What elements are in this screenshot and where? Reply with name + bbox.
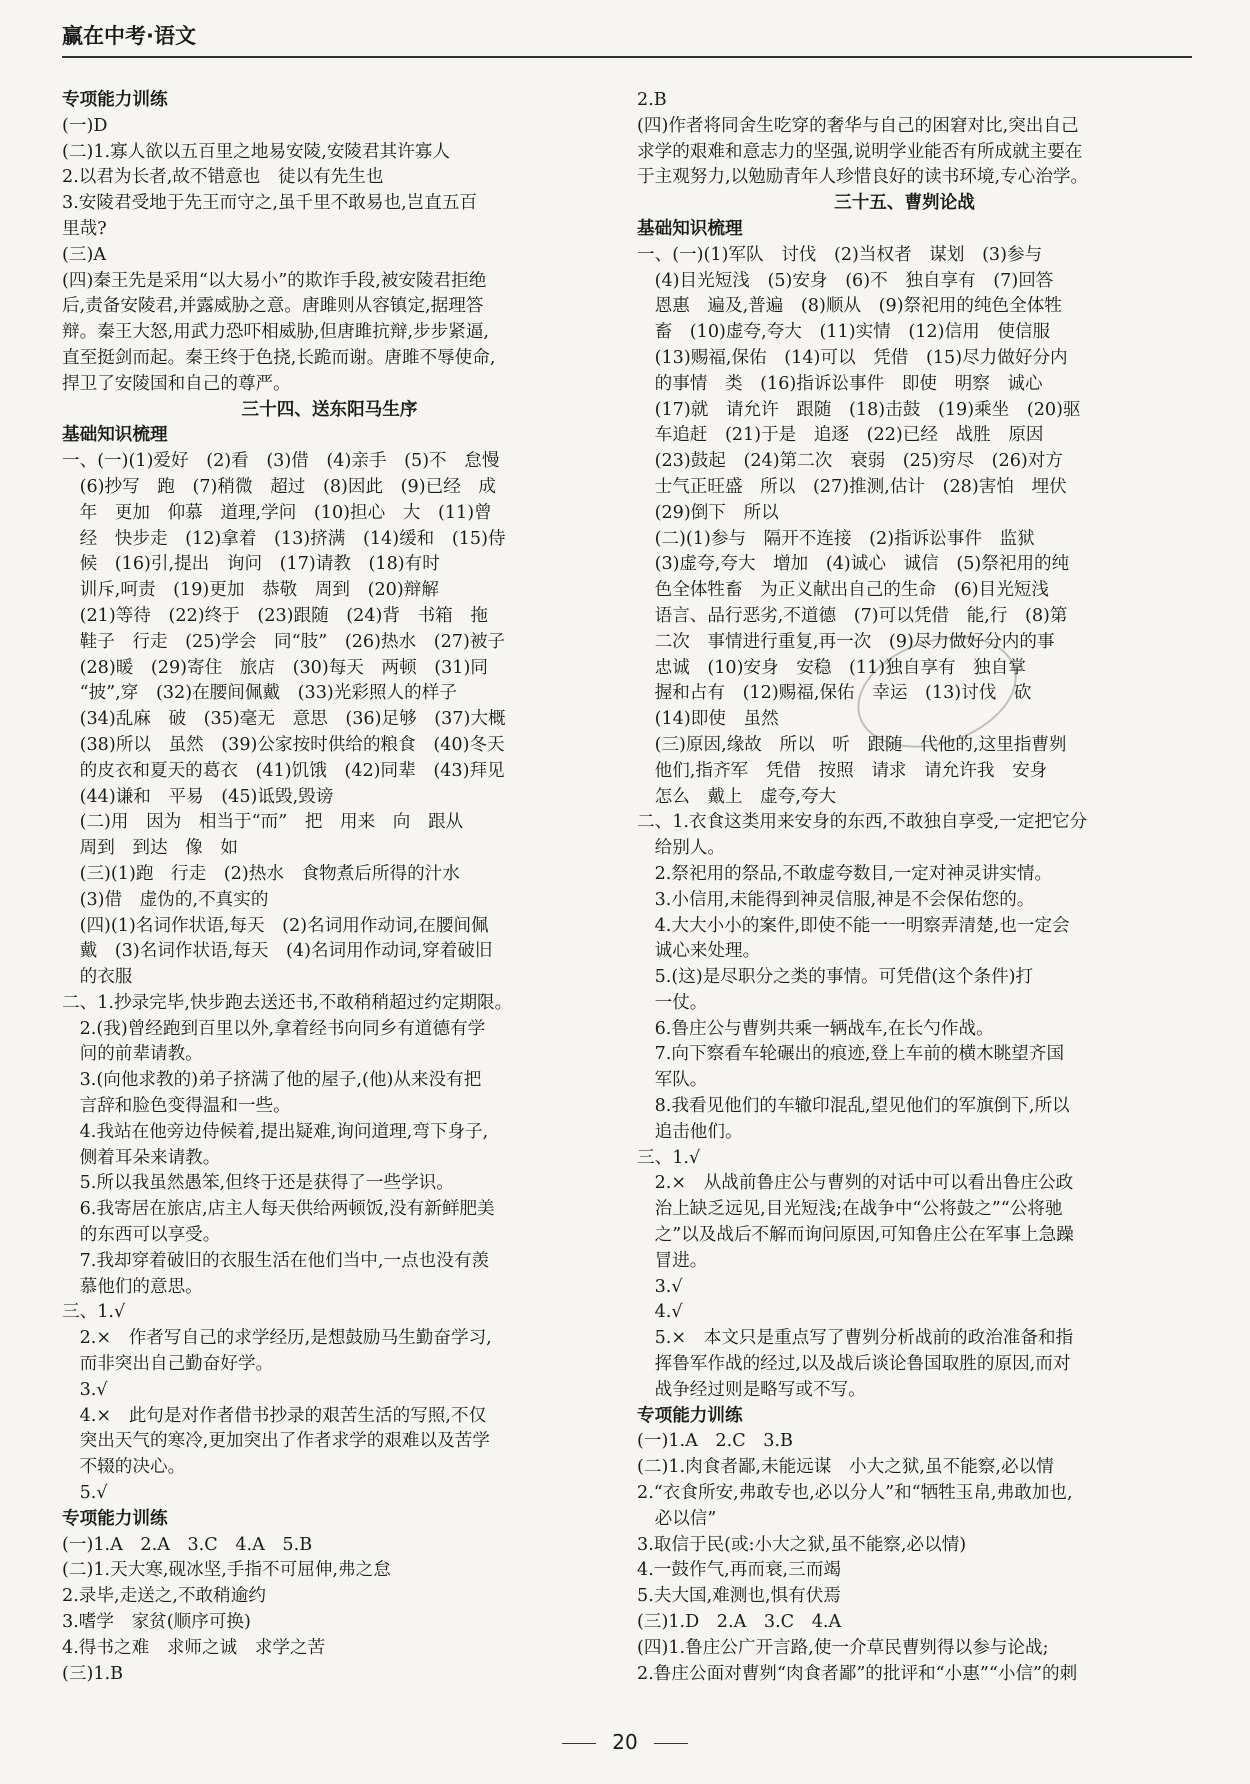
left-column [62, 88, 597, 1687]
text-line: 的东西可以享受。 [62, 1225, 221, 1246]
text-line: 5.× 本文只是重点写了曹刿分析战前的政治准备和指 [637, 1328, 1074, 1349]
text-line: (28)暖 (29)寄住 旅店 (30)每天 两顿 (31)同 [62, 657, 488, 678]
text-line: 候 (16)引,提出 询问 (17)请教 (18)有时 [62, 554, 440, 575]
text-line: (3)借 虚伪的,不真实的 [62, 889, 269, 910]
text-line: 直至挺剑而起。秦王终于色挠,长跪而谢。唐雎不辱使命, [62, 347, 496, 368]
text-line: (一)1.A 2.A 3.C 4.A 5.B [62, 1534, 313, 1555]
text-line: (四)(1)名词作状语,每天 (2)名词用作动词,在腰间佩 [62, 915, 489, 936]
text-line: “披”,穿 (32)在腰间佩戴 (33)光彩照人的样子 [62, 683, 457, 704]
text-line: (三)1.D 2.A 3.C 4.A [637, 1612, 842, 1633]
text-line: (四)作者将同舍生吃穿的奢华与自己的困窘对比,突出自己 [637, 115, 1079, 136]
text-line: 之”以及战后不解而询问原因,可知鲁庄公在军事上急躁 [637, 1225, 1074, 1246]
text-line: 3.√ [62, 1379, 108, 1400]
section-subheading: 专项能力训练 [62, 1508, 168, 1529]
text-line: 4.× 此句是对作者借书抄录的艰苦生活的写照,不仅 [62, 1405, 487, 1426]
text-line: 2.以君为长者,故不错意也 徒以有先生也 [62, 167, 384, 188]
text-line: (二)1.天大寒,砚冰坚,手指不可屈伸,弗之怠 [62, 1560, 391, 1581]
text-line: 2.鲁庄公面对曹刿“肉食者鄙”的批评和“小惠”“小信”的刺 [637, 1663, 1078, 1684]
text-line: (三)1.B [62, 1663, 124, 1684]
text-line: (四)秦王先是采用“以大易小”的欺诈手段,被安陵君拒绝 [62, 270, 487, 291]
text-line: 的皮衣和夏天的葛衣 (41)饥饿 (42)同辈 (43)拜见 [62, 760, 505, 781]
text-line: 6.鲁庄公与曹刿共乘一辆战车,在长勺作战。 [637, 1018, 994, 1039]
text-line: (三)A [62, 244, 107, 265]
text-line: 不辍的决心。 [62, 1457, 186, 1478]
text-line: (17)就 请允许 跟随 (18)击鼓 (19)乘坐 (20)驱 [637, 399, 1081, 420]
text-line: 4.大大小小的案件,即使不能一一明察弄清楚,也一定会 [637, 915, 1070, 936]
text-line: 车追赶 (21)于是 追逐 (22)已经 战胜 原因 [637, 425, 1044, 446]
text-line: 治上缺乏远见,目光短浅;在战争中“公将鼓之”“公将驰 [637, 1199, 1063, 1220]
header-rule [62, 56, 1192, 58]
text-line: 追击他们。 [637, 1121, 743, 1142]
text-line: 畜 (10)虚夸,夸大 (11)实情 (12)信用 使信服 [637, 322, 1051, 343]
text-line: (14)即使 虽然 [637, 709, 779, 730]
text-line: (二)用 因为 相当于“而” 把 用来 向 跟从 [62, 812, 464, 833]
text-line: (3)虚夸,夸大 增加 (4)诚心 诚信 (5)祭祀用的纯 [637, 554, 1070, 575]
text-line: (一)D [62, 115, 108, 136]
text-line: (6)抄写 跑 (7)稍微 超过 (8)因此 (9)已经 成 [62, 476, 496, 497]
text-line: (三)原因,缘故 所以 听 跟随 代他的,这里指曹刿 [637, 734, 1067, 755]
text-line: 3.嗜学 家贫(顺序可换) [62, 1612, 251, 1633]
text-line: (21)等待 (22)终于 (23)跟随 (24)背 书箱 拖 [62, 605, 488, 626]
text-line: 怎么 戴上 虚夸,夸大 [637, 786, 837, 807]
text-line: 戴 (3)名词作状语,每天 (4)名词用作动词,穿着破旧 [62, 941, 493, 962]
text-line: 2.× 作者写自己的求学经历,是想鼓励马生勤奋学习, [62, 1328, 492, 1349]
text-line: 而非突出自己勤奋好学。 [62, 1354, 274, 1375]
text-line: (二)1.肉食者鄙,未能远谋 小大之狱,虽不能察,必以情 [637, 1457, 1054, 1478]
text-line: 6.我寄居在旅店,店主人每天供给两顿饭,没有新鲜肥美 [62, 1199, 495, 1220]
text-line: 周到 到达 像 如 [62, 838, 238, 859]
text-line: 3.小信用,未能得到神灵信服,神是不会保佑您的。 [637, 889, 1035, 910]
text-line: 3.√ [637, 1276, 683, 1297]
text-line: (4)目光短浅 (5)安身 (6)不 独自享有 (7)回答 [637, 270, 1054, 291]
right-column [637, 88, 1172, 1687]
text-line: 2.“衣食所安,弗敢专也,必以分人”和“牺牲玉帛,弗敢加也, [637, 1483, 1073, 1504]
text-line: 恩惠 遍及,普遍 (8)顺从 (9)祭祀用的纯色全体牲 [637, 296, 1062, 317]
text-line: 士气正旺盛 所以 (27)推测,估计 (28)害怕 埋伏 [637, 476, 1067, 497]
text-line: 问的前辈请教。 [62, 1044, 203, 1065]
text-line: 2.(我)曾经跑到百里以外,拿着经书向同乡有道德有学 [62, 1018, 486, 1039]
section-subheading: 专项能力训练 [637, 1405, 743, 1426]
text-line: (23)鼓起 (24)第二次 衰弱 (25)穷尽 (26)对方 [637, 451, 1063, 472]
text-line: 3.安陵君受地于先王而守之,虽千里不敢易也,岂直五百 [62, 193, 478, 214]
text-line: 4.一鼓作气,再而衰,三而竭 [637, 1560, 841, 1581]
text-line: (一)1.A 2.C 3.B [637, 1431, 793, 1452]
text-line: 一、(一)(1)爱好 (2)看 (3)借 (4)亲手 (5)不 怠慢 [62, 451, 500, 472]
text-line: (44)谦和 平易 (45)诋毁,毁谤 [62, 786, 334, 807]
section-subheading: 专项能力训练 [62, 90, 168, 110]
text-line: 于主观努力,以勉励青年人珍惜良好的读书环境,专心治学。 [637, 167, 1089, 188]
footer-dash-left [562, 1743, 596, 1744]
text-line: 他们,指齐军 凭借 按照 请求 请允许我 安身 [637, 760, 1048, 781]
text-line: 军队。 [637, 1070, 708, 1091]
text-line: 2.× 从战前鲁庄公与曹刿的对话中可以看出鲁庄公政 [637, 1173, 1074, 1194]
text-line: (三)(1)跑 行走 (2)热水 食物煮后所得的汁水 [62, 863, 460, 884]
text-line: (二)1.寡人欲以五百里之地易安陵,安陵君其许寡人 [62, 141, 450, 162]
text-line: 2.祭祀用的祭品,不敢虚夸数目,一定对神灵讲实情。 [637, 863, 1053, 884]
text-line: (四)1.鲁庄公广开言路,使一介草民曹刿得以参与论战; [637, 1637, 1049, 1658]
text-line: 一、(一)(1)军队 讨伐 (2)当权者 谋划 (3)参与 [637, 244, 1043, 265]
text-line: 5.夫大国,难测也,惧有伏焉 [637, 1586, 841, 1607]
page-footer [0, 1730, 1250, 1754]
section-subheading: 基础知识梳理 [62, 425, 168, 446]
text-line: 突出天气的寒冷,更加突出了作者求学的艰难以及苦学 [62, 1431, 490, 1452]
section-title: 三十五、曹刿论战 [834, 193, 975, 214]
text-line: 冒进。 [637, 1250, 708, 1271]
page-header-title: 赢在中考·语文 [62, 24, 196, 48]
text-line: 求学的艰难和意志力的坚强,说明学业能否有所成就主要在 [637, 141, 1083, 162]
text-line: 7.向下察看车轮碾出的痕迹,登上车前的横木眺望齐国 [637, 1044, 1065, 1065]
text-line: 诚心来处理。 [637, 941, 761, 962]
page-number: 20 [612, 1730, 638, 1754]
text-line: 色全体牲畜 为正义献出自己的生命 (6)目光短浅 [637, 580, 1049, 601]
text-line: 5.所以我虽然愚笨,但终于还是获得了一些学识。 [62, 1173, 454, 1194]
section-subheading: 基础知识梳理 [637, 218, 743, 239]
text-line: 握和占有 (12)赐福,保佑 幸运 (13)讨伐 砍 [637, 683, 1032, 704]
text-line: 3.取信于民(或:小大之狱,虽不能察,必以情) [637, 1534, 967, 1555]
text-line: 捍卫了安陵国和自己的尊严。 [62, 373, 291, 394]
text-line: (二)(1)参与 隔开不连接 (2)指诉讼事件 监狱 [637, 528, 1035, 549]
text-line: 经 快步走 (12)拿着 (13)挤满 (14)缓和 (15)侍 [62, 528, 506, 549]
text-line: 4.得书之难 求师之诚 求学之苦 [62, 1637, 326, 1658]
text-line: 语言、品行恶劣,不道德 (7)可以凭借 能,行 (8)第 [637, 605, 1068, 626]
text-line: 侧着耳朵来请教。 [62, 1147, 221, 1168]
text-line: 2.B [637, 90, 667, 110]
text-line: 三、1.√ [637, 1147, 701, 1168]
text-line: (13)赐福,保佑 (14)可以 凭借 (15)尽力做好分内 [637, 347, 1068, 368]
text-line: 8.我看见他们的车辙印混乱,望见他们的军旗倒下,所以 [637, 1096, 1070, 1117]
text-line: 二、1.抄录完毕,快步跑去送还书,不敢稍稍超过约定期限。 [62, 992, 513, 1013]
text-line: 里哉? [62, 218, 107, 239]
text-line: 5.(这)是尽职分之类的事情。可凭借(这个条件)打 [637, 967, 1034, 988]
text-line: 言辞和脸色变得温和一些。 [62, 1096, 291, 1117]
text-line: (34)乱麻 破 (35)毫无 意思 (36)足够 (37)大概 [62, 709, 506, 730]
text-line: 三、1.√ [62, 1302, 126, 1323]
text-line: 4.我站在他旁边侍候着,提出疑难,询问道理,弯下身子, [62, 1121, 489, 1142]
text-line: 的事情 类 (16)指诉讼事件 即使 明察 诚心 [637, 373, 1043, 394]
text-line: 必以信” [637, 1508, 717, 1529]
text-line: 忠诚 (10)安身 安稳 (11)独自享有 独自掌 [637, 657, 1026, 678]
text-line: (29)倒下 所以 [637, 502, 779, 523]
section-title: 三十四、送东阳马生序 [241, 399, 418, 420]
text-line: 慕他们的意思。 [62, 1276, 203, 1297]
text-line: 训斥,呵责 (19)更加 恭敬 周到 (20)辩解 [62, 580, 439, 601]
text-line: 鞋子 行走 (25)学会 同“肢” (26)热水 (27)被子 [62, 631, 506, 652]
text-line: 3.(向他求教的)弟子挤满了他的屋子,(他)从来没有把 [62, 1070, 482, 1091]
text-line: 战争经过则是略写或不写。 [637, 1379, 866, 1400]
text-line: 4.√ [637, 1302, 683, 1323]
text-line: 7.我却穿着破旧的衣服生活在他们当中,一点也没有羡 [62, 1250, 490, 1271]
text-line: (38)所以 虽然 (39)公家按时供给的粮食 (40)冬天 [62, 734, 505, 755]
footer-dash-right [654, 1743, 688, 1744]
text-line: 5.√ [62, 1483, 108, 1504]
text-line: 辩。秦王大怒,用武力恐吓相威胁,但唐雎抗辩,步步紧逼, [62, 322, 490, 343]
text-line: 二次 事情进行重复,再一次 (9)尽力做好分内的事 [637, 631, 1055, 652]
text-line: 2.录毕,走送之,不敢稍逾约 [62, 1586, 266, 1607]
text-line: 挥鲁军作战的经过,以及战后谈论鲁国取胜的原因,而对 [637, 1354, 1071, 1375]
text-line: 给别人。 [637, 838, 725, 859]
text-line: 一仗。 [637, 992, 708, 1013]
text-line: 的衣服 [62, 967, 133, 988]
text-line: 二、1.衣食这类用来安身的东西,不敢独自享受,一定把它分 [637, 812, 1088, 833]
text-line: 年 更加 仰慕 道理,学问 (10)担心 大 (11)曾 [62, 502, 492, 523]
text-line: 后,责备安陵君,并露威胁之意。唐雎则从容镇定,据理答 [62, 296, 484, 317]
